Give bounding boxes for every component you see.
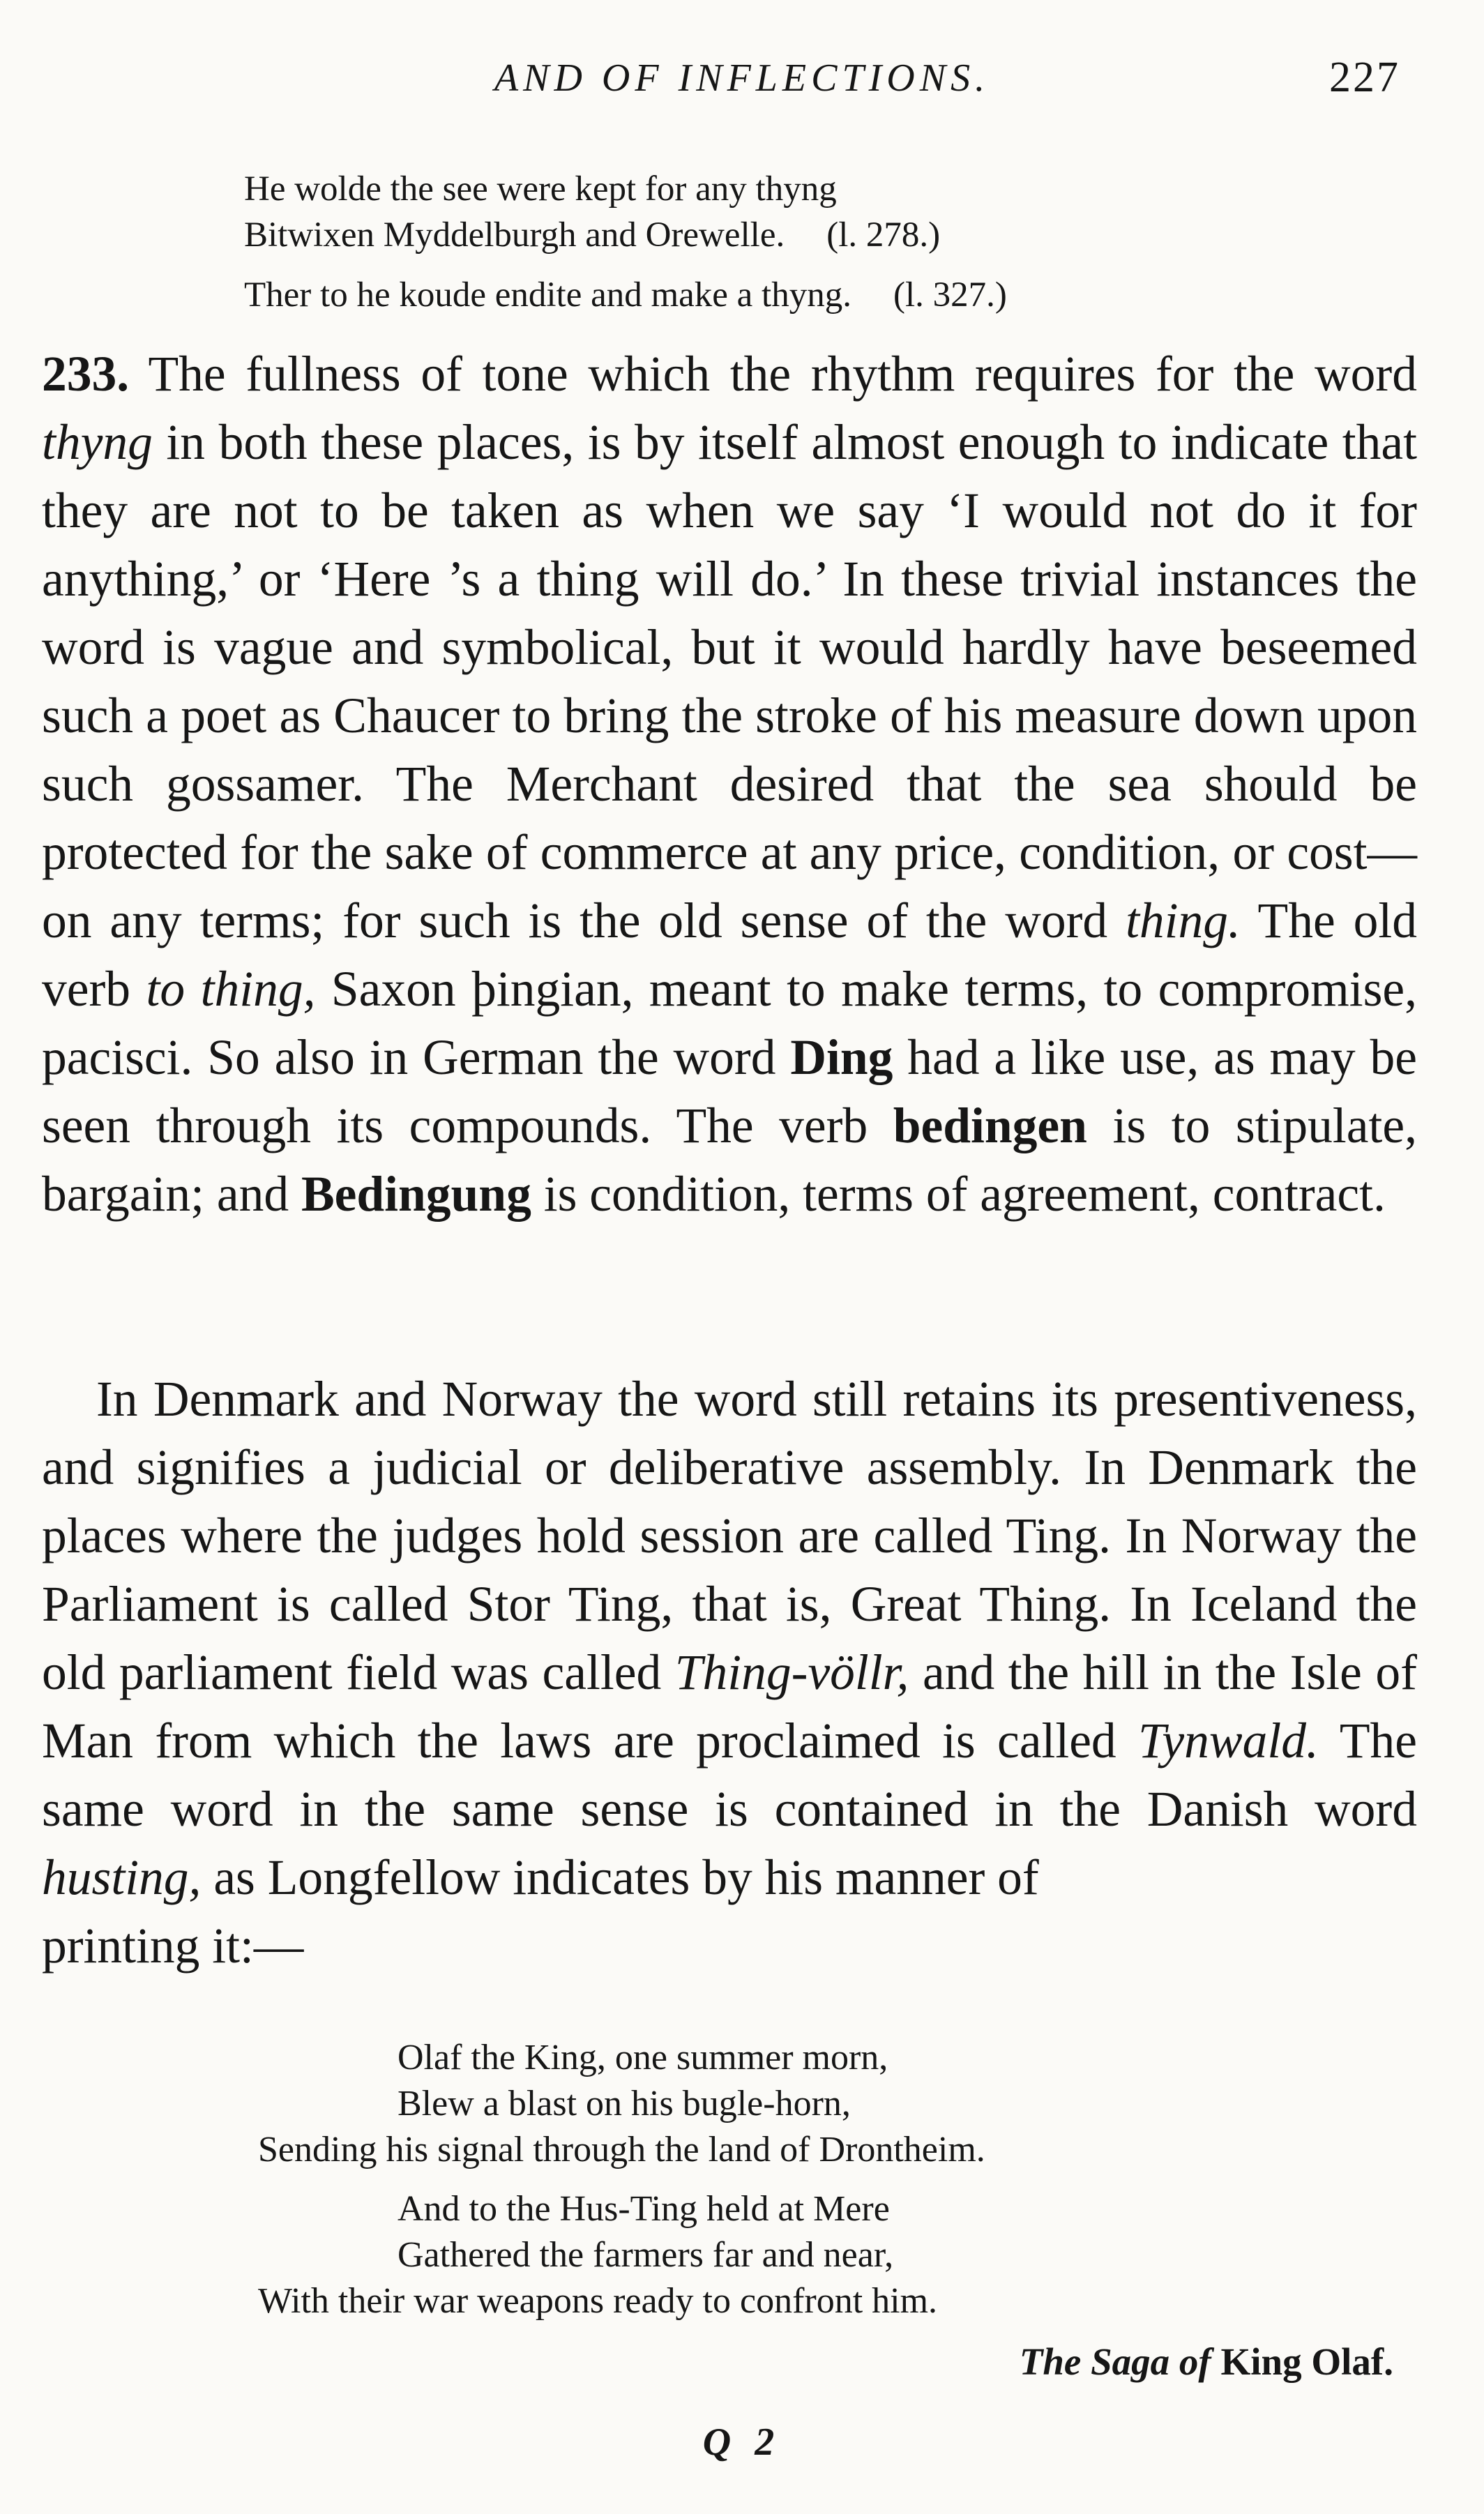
quote-text: Bitwixen Myddelburgh and Orewelle. xyxy=(244,215,785,255)
page-number: 227 xyxy=(1329,54,1400,101)
chaucer-quote-1 xyxy=(244,166,940,258)
quote-line xyxy=(244,272,1007,318)
text-run: The fullness of tone which the rhythm requires for the word xyxy=(129,347,1417,402)
quote-text: Ther to he koude endite and make a thyng. xyxy=(244,275,851,315)
text-run: is to stipulate, bargain; and xyxy=(42,1098,1417,1222)
quote-line xyxy=(244,212,940,258)
line-citation: (l. 278.) xyxy=(826,215,941,255)
poem-line: Gathered the farmers far and near, xyxy=(397,2235,894,2275)
line-citation: (l. 327.) xyxy=(893,275,1007,315)
text-run: printing it:— xyxy=(42,1918,304,1974)
poem-line: Blew a blast on his bugle-horn, xyxy=(397,2084,851,2123)
poem-line: With their war weapons ready to confront him. xyxy=(258,2281,938,2321)
italic-term: to thing, xyxy=(146,962,316,1017)
italic-term: husting, xyxy=(42,1850,202,1905)
poem-source xyxy=(1020,2340,1393,2384)
text-run: The old verb xyxy=(42,893,1417,1017)
poem-line: And to the Hus-Ting held at Mere xyxy=(397,2189,890,2229)
text-run: In Denmark and Norway the word still retains its presentiveness, and signifies a judicial or deliberative assembly. In Denmark the places where the judges hold session are called Ting. In Norway the Parliament is called Stor Ting, that is, Great Thing. In Iceland the old parliament field was called xyxy=(42,1372,1417,1700)
text-run: in both these places, is by itself almost enough to indicate that they are not to be taken as when we say ‘I would not do it for anything,’ or ‘Here ’s a thing will do.’ In these trivial instances the word is vague and symbolical, but it would hardly have beseemed such a poet as Chaucer to bring the stroke of his measure down upon such gossamer. The Merchant desired that the sea should be protected for the sake of commerce at any price, condition, or cost—on any terms; for such is the old sense of the word xyxy=(42,415,1417,948)
signature-mark: Q 2 xyxy=(702,2421,782,2464)
italic-term: Thing-völlr, xyxy=(674,1645,909,1700)
poem-source-rest: King Olaf. xyxy=(1211,2340,1393,2383)
running-title: AND OF INFLECTIONS. xyxy=(494,56,990,100)
text-run: had a like use, as may be seen through its compounds. The verb xyxy=(42,1030,1418,1153)
running-head xyxy=(0,49,1484,112)
paragraph-ting xyxy=(42,1365,1417,1981)
paragraph-233 xyxy=(42,340,1417,1229)
quote-line: He wolde the see were kept for any thyng xyxy=(244,169,837,209)
poem-line: Olaf the King, one summer morn, xyxy=(397,2038,888,2077)
fraktur-term: Ding xyxy=(790,1030,893,1085)
fraktur-term: Bedingung xyxy=(301,1167,531,1222)
poem-line: Sending his signal through the land of Drontheim. xyxy=(258,2130,985,2170)
text-run: is condition, terms of agreement, contract. xyxy=(531,1167,1386,1222)
text-run: Saxon þingian, meant to make terms, to compromise, pacisci. So also in German the word xyxy=(42,962,1418,1085)
text-run: as Longfellow indicates by his manner of xyxy=(201,1850,1039,1905)
chaucer-quote-2 xyxy=(244,272,1007,318)
fraktur-term: bedingen xyxy=(893,1098,1087,1153)
italic-term: thyng xyxy=(42,415,153,470)
section-number: 233. xyxy=(42,347,130,402)
italic-term: Tynwald. xyxy=(1137,1713,1319,1769)
text-run: The same word in the same sense is contained in the Danish word xyxy=(42,1713,1417,1837)
italic-term: thing. xyxy=(1126,893,1241,948)
poem-source-title: The Saga of xyxy=(1019,2340,1211,2383)
text-run: and the hill in the Isle of Man from which the laws are proclaimed is called xyxy=(42,1645,1417,1769)
